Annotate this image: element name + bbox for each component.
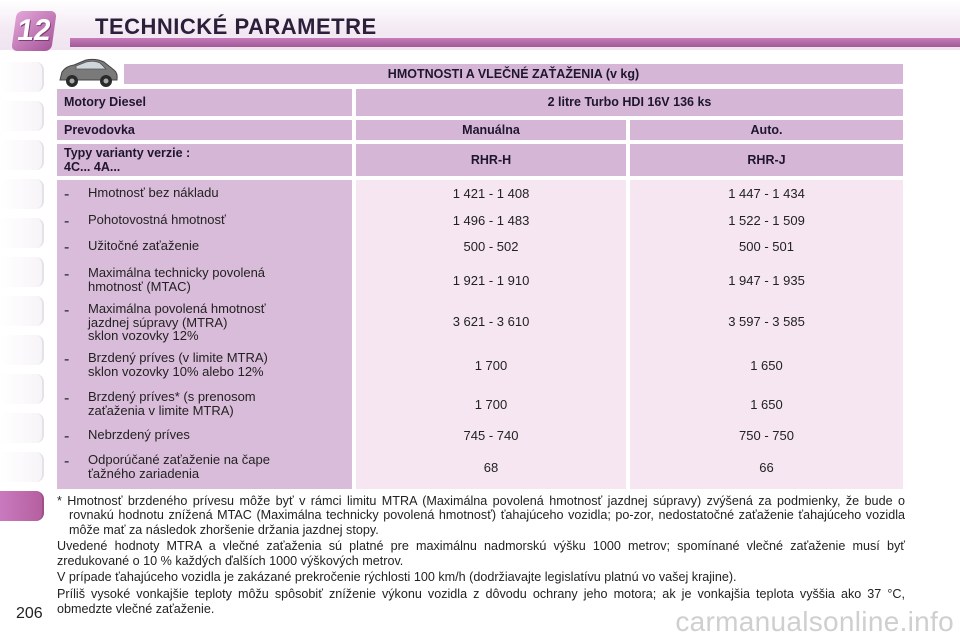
footnote-altitude: Uvedené hodnoty MTRA a vlečné zaťaženia sú platné pre maximálnu nadmorskú výšku 1000 metrov; spomínané vlečné zaťaženie musí byť zredukované o 10 % každých ďalších 1000 výškových metrov. [57,539,905,568]
watermark: carmanualsonline.info [675,606,954,637]
row-label: Pohotovostná hmotnosť [88,212,226,227]
chapter-badge: 12 [11,11,57,51]
row-value-rhr-j: 1 947 - 1 935 [728,273,805,288]
chapter-tab [0,62,44,92]
footnote-weight-transfer: * Hmotnosť brzdeného prívesu môže byť v rámci limitu MTRA (Maximálna povolená hmotnosť jazdnej súpravy) zvýšená za podmienky, že bude o rovnakú hodnotu znížená MTAC (Maximálna technicky povolená hmotnosť) ťahajúceho vozidla; po-zor, nedostatočné zaťaženie ťahajúceho vozidla môže mať za následok zhoršenie držania jazdnej stopy. [57,494,905,537]
row-value-rhr-h: 1 421 - 1 408 [452,186,530,201]
row-dash: - [64,390,70,407]
page-header [0,0,960,50]
row-label: Maximálna technicky povolená hmotnosť (MTAC) [88,265,266,294]
row-value-rhr-h: 3 621 - 3 610 [452,314,530,329]
row-label: Maximálna povolená hmotnosť jazdnej súpravy (MTRA) sklon vozovky 12% [88,301,266,343]
footnote-temperature: Príliš vysoké vonkajšie teploty môžu spôsobiť zníženie výkonu vozidla z dôvodu ochrany jeho motora; ak je vonkajšia teplota vyššia ako 37 °C, obmedzte vlečné zaťaženie. [57,587,905,616]
row-value-rhr-h: 1 700 [474,397,508,412]
row-value-rhr-h: 1 700 [474,358,508,373]
chapter-tab [0,101,44,131]
variant-label-line-2: 4C... 4A... [64,160,121,174]
row-value-rhr-j: 3 597 - 3 585 [728,314,805,329]
car-icon [56,56,120,90]
row-dash: - [64,453,70,470]
gearbox-manual: Manuálna [356,120,626,140]
row-value-rhr-j: 66 [759,460,774,475]
row-label: Užitočné zaťaženie [88,238,200,253]
row-value-rhr-j: 1 447 - 1 434 [728,186,805,201]
row-dash: - [64,351,70,368]
variant-label [57,144,352,176]
row-dash: - [64,266,70,283]
row-dash: - [64,186,70,203]
row-label: Hmotnosť bez nákladu [88,185,219,200]
row-value-rhr-h: 500 - 502 [463,239,519,254]
chapter-tab [0,179,44,209]
table-title: HMOTNOSTI A VLEČNÉ ZAŤAŽENIA (v kg) [124,64,903,84]
gearbox-auto: Auto. [630,120,903,140]
row-label: Odporúčané zaťaženie na čape ťažného zariadenia [88,452,270,481]
chapter-tab [0,413,44,443]
page-number: 206 [16,605,43,622]
row-dash: - [64,302,70,319]
variant-1: RHR-H [356,144,626,176]
chapter-tab [0,218,44,248]
chapter-tab [0,335,44,365]
chapter-tabs [0,62,44,530]
row-label: Brzdený príves (v limite MTRA) sklon vozovky 10% alebo 12% [88,350,268,379]
row-value-rhr-h: 1 921 - 1 910 [452,273,530,288]
row-value-rhr-j: 1 522 - 1 509 [728,213,805,228]
chapter-tab [0,452,44,482]
row-dash: - [64,239,70,256]
chapter-tab-active [0,491,44,521]
engine-value: 2 litre Turbo HDI 16V 136 ks [356,89,903,116]
footnote-speed-limit: V prípade ťahajúceho vozidla je zakázané prekročenie rýchlosti 100 km/h (dodržiavajte legislatívu platnú vo vašej krajine). [57,570,737,585]
row-label: Brzdený príves* (s prenosom zaťaženia v limite MTRA) [88,389,256,418]
row-value-rhr-h: 745 - 740 [463,428,519,443]
row-dash: - [64,428,70,445]
engine-label: Motory Diesel [57,89,352,116]
chapter-tab [0,374,44,404]
page-title: TECHNICKÉ PARAMETRE [95,14,377,39]
chapter-tab [0,140,44,170]
chapter-tab [0,257,44,287]
variant-label-line-1: Typy varianty verzie : [64,146,191,160]
chapter-tab [0,296,44,326]
row-value-rhr-h: 68 [483,460,499,475]
row-value-rhr-j: 500 - 501 [739,239,794,254]
row-value-rhr-j: 1 650 [750,397,783,412]
footnotes [57,494,905,618]
row-label: Nebrzdený príves [88,427,190,442]
variant-2: RHR-J [630,144,903,176]
gearbox-label: Prevodovka [57,120,352,140]
row-value-rhr-j: 1 650 [750,358,783,373]
row-dash: - [64,213,70,230]
row-value-rhr-j: 750 - 750 [739,428,794,443]
row-value-rhr-h: 1 496 - 1 483 [452,213,530,228]
